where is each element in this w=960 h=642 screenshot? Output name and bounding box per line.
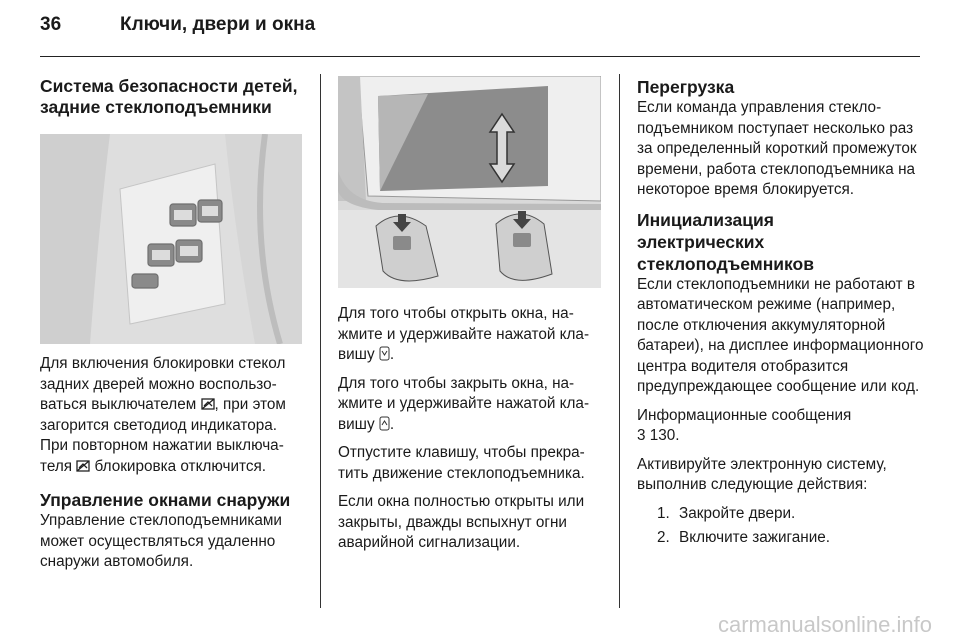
paragraph: Для включения блокировки стекол задних дверей можно воспользоваться выключателем , при этом загорится светодиод индикатора. При повторном нажатии выключателя блокировка отключится.	[40, 355, 286, 475]
section-heading: Перегрузка	[637, 77, 735, 97]
column-left	[40, 76, 305, 581]
paragraph: Отпустите клавишу, чтобы прекратить движение стеклоподъемника.	[338, 444, 585, 482]
column-divider	[320, 74, 321, 608]
paragraph: Для того чтобы открыть окна, нажмите и удерживайте нажатой клавишу .	[338, 305, 590, 363]
watermark: carmanualsonline.info	[717, 612, 932, 637]
header-divider	[40, 56, 920, 57]
window-close-key-icon	[379, 416, 390, 431]
window-open-key-icon	[379, 346, 390, 361]
paragraph: Если окна полностью открыты или закрыты, дважды вспыхнут огни аварийной сигнализации.	[338, 493, 585, 551]
paragraph: Информационные сообщения 3 130.	[637, 406, 852, 444]
section-heading: Инициализация электрических стеклоподъемников	[637, 209, 814, 274]
paragraph: Для того чтобы закрыть окна, нажмите и удерживайте нажатой клавишу .	[338, 374, 590, 433]
paragraph: Активируйте электронную систему, выполнив следующие действия:	[637, 455, 887, 493]
list-item: 2. Включите зажигание.	[657, 529, 831, 546]
child-lock-icon	[76, 459, 90, 473]
paragraph: Если стеклоподъемники не работают в автоматическом режиме (например, после отключения аккумуляторной батареи), на дисплее информационного центра водителя отобразится предупреждающее сообщение или код.	[637, 275, 924, 395]
child-lock-icon	[201, 397, 215, 411]
paragraph: Управление стеклоподъемниками может осуществляться удаленно снаружи автомобиля.	[40, 512, 282, 570]
chapter-title: Ключи, двери и окна	[120, 14, 316, 35]
page-number: 36	[40, 14, 62, 35]
steps-list	[637, 504, 925, 549]
column-right	[637, 76, 925, 553]
door-switch-figure	[40, 134, 302, 344]
paragraph: Если команда управления стеклоподъемником поступает несколько раз за определенный короткий промежуток времени, работа стеклоподъемника на некоторое время блокируется.	[637, 99, 917, 198]
remote-key-figure	[338, 76, 601, 288]
page-reference: 3 130.	[637, 427, 680, 444]
column-middle	[338, 76, 608, 562]
section-heading: Система безопасности детей, задние стеклоподъемники	[40, 76, 298, 117]
list-item: 1. Закройте двери.	[657, 504, 796, 522]
section-heading: Управление окнами снаружи	[40, 490, 291, 510]
page-header	[40, 14, 315, 46]
column-divider	[619, 74, 620, 608]
